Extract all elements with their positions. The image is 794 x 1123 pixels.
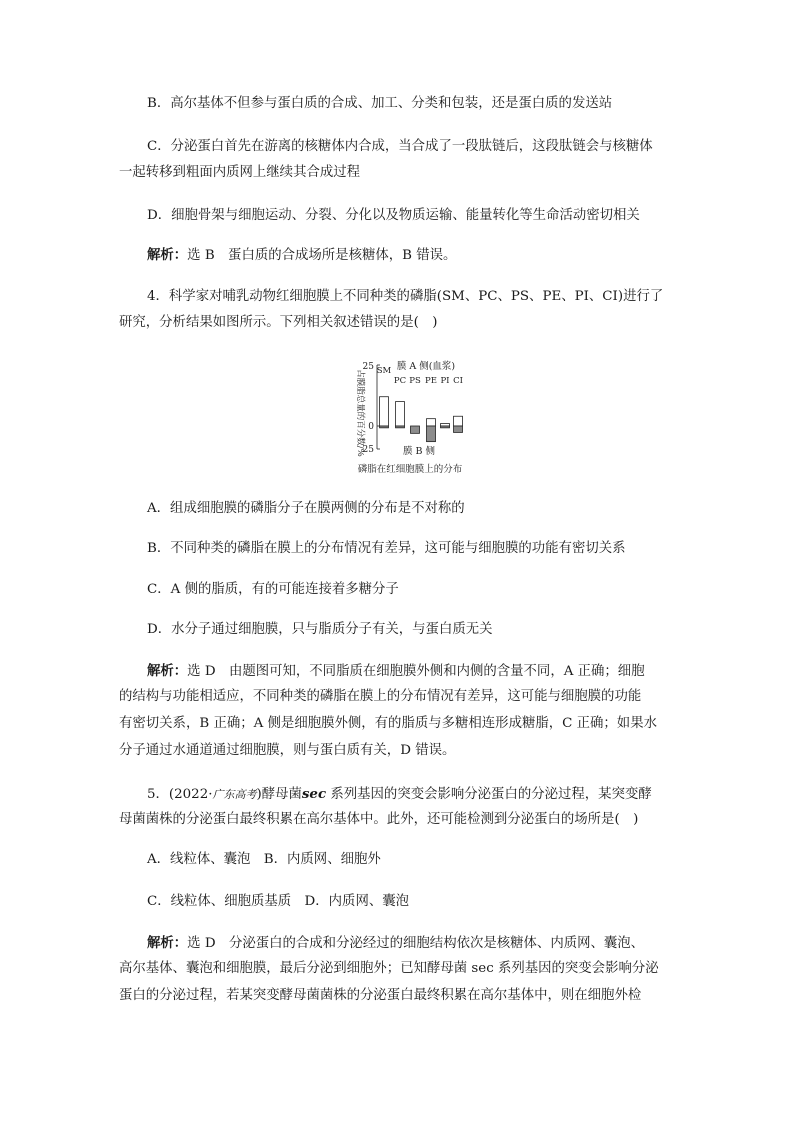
answer-4-line4: 分子通过水通道通过细胞膜，则与蛋白质有关，D 错误。 — [119, 743, 456, 758]
category-label-sm: SM — [376, 366, 392, 376]
question-5-line1 — [147, 784, 652, 805]
option-4a: A．组成细胞膜的磷脂分子在膜两侧的分布是不对称的 — [147, 501, 465, 516]
y-tick-top: 25 — [362, 362, 374, 372]
category-label-pc: PC — [393, 376, 407, 386]
bar-b-side-ps — [411, 426, 420, 433]
q5-mid: )酵母菌 — [256, 787, 302, 802]
option-3c-line1: C．分泌蛋白首先在游离的核糖体内合成，当合成了一段肽链后，这段肽链会与核糖体 — [147, 139, 653, 154]
phospholipid-distribution-chart — [340, 353, 480, 477]
chart-bottom-label: 膜 B 侧 — [402, 446, 436, 457]
option-5cd: C．线粒体、细胞质基质 D．内质网、囊泡 — [147, 894, 410, 909]
bar-a-side-pc — [396, 402, 405, 426]
category-label-pe: PE — [425, 376, 437, 386]
bar-a-side-sm — [380, 397, 389, 426]
chart-xlabel: 磷脂在红细胞膜上的分布 — [357, 464, 463, 475]
answer-text: 选 D 由题图可知，不同脂质在细胞膜外侧和内侧的含量不同，A 正确；细胞 — [187, 664, 645, 679]
category-label-ps: PS — [409, 376, 421, 386]
option-4c: C．A 侧的脂质，有的可能连接着多糖分子 — [147, 582, 399, 597]
answer-5-line3: 蛋白的分泌过程，若某突变酵母菌菌株的分泌蛋白最终积累在高尔基体中，则在细胞外检 — [119, 988, 642, 1003]
answer-4-line2: 的结构与功能相适应，不同种类的磷脂在膜上的分布情况有差异，这可能与细胞膜的功能 — [119, 689, 642, 704]
answer-label: 解析： — [147, 935, 188, 951]
answer-4-line3: 有密切关系，B 正确；A 侧是细胞膜外侧，有的脂质与多糖相连形成糖脂，C 正确；如果水 — [119, 716, 657, 731]
chart-top-label: 膜 A 侧(血浆) — [396, 361, 456, 372]
category-label-pi: PI — [440, 376, 450, 386]
answer-5-line2: 高尔基体、囊泡和细胞膜，最后分泌到细胞外；已知酵母菌 sec 系列基因的突变会影响分泌 — [119, 961, 659, 976]
bar-a-side-ci — [454, 416, 463, 426]
bar-b-side-sm — [380, 426, 389, 428]
answer-4-line1 — [147, 661, 645, 682]
answer-3 — [147, 245, 456, 266]
answer-5-line1 — [147, 933, 644, 954]
answer-label: 解析： — [147, 247, 188, 263]
option-4b: B．不同种类的磷脂在膜上的分布情况有差异，这可能与细胞膜的功能有密切关系 — [147, 541, 626, 556]
y-tick-bottom: 25 — [362, 445, 374, 455]
bar-b-side-pc — [396, 426, 405, 428]
option-4d: D．水分子通过细胞膜，只与脂质分子有关，与蛋白质无关 — [147, 622, 493, 637]
bar-b-side-ci — [454, 426, 463, 432]
question-4-line2: 研究，分析结果如图所示。下列相关叙述错误的是( ) — [119, 315, 438, 330]
q5-gene: sec — [301, 786, 327, 802]
option-3b: B．高尔基体不但参与蛋白质的合成、加工、分类和包装，还是蛋白质的发送站 — [147, 96, 613, 111]
answer-text: 选 D 分泌蛋白的合成和分泌经过的细胞结构依次是核糖体、内质网、囊泡、 — [187, 936, 645, 951]
chart-svg — [340, 353, 480, 477]
option-3c-line2: 一起转移到粗面内质网上继续其合成过程 — [119, 165, 361, 180]
bar-b-side-pe — [427, 426, 436, 442]
q5-post: 系列基因的突变会影响分泌蛋白的分泌过程，某突变酵 — [326, 787, 652, 802]
category-label-ci: CI — [453, 376, 463, 386]
q5-source: 广东高考 — [212, 788, 257, 801]
question-5-line2: 母菌菌株的分泌蛋白最终积累在高尔基体中。此外，还可能检测到分泌蛋白的场所是( ) — [119, 812, 639, 827]
option-5ab: A．线粒体、囊泡 B．内质网、细胞外 — [147, 852, 381, 867]
option-3d: D．细胞骨架与细胞运动、分裂、分化以及物质运输、能量转化等生命活动密切相关 — [147, 208, 640, 223]
question-4-line1: 4．科学家对哺乳动物红细胞膜上不同种类的磷脂(SM、PC、PS、PE、PI、CI)进行了 — [147, 289, 664, 304]
bar-a-side-pe — [427, 419, 436, 426]
q5-prefix: 5．(2022· — [147, 787, 213, 802]
chart-ylabel: 占膜脂总量的百分数/% — [355, 369, 365, 457]
y-tick-zero: 0 — [368, 422, 374, 432]
answer-text: 选 B 蛋白质的合成场所是核糖体，B 错误。 — [187, 248, 457, 263]
answer-label: 解析： — [147, 663, 188, 679]
bar-b-side-pi — [441, 426, 450, 428]
